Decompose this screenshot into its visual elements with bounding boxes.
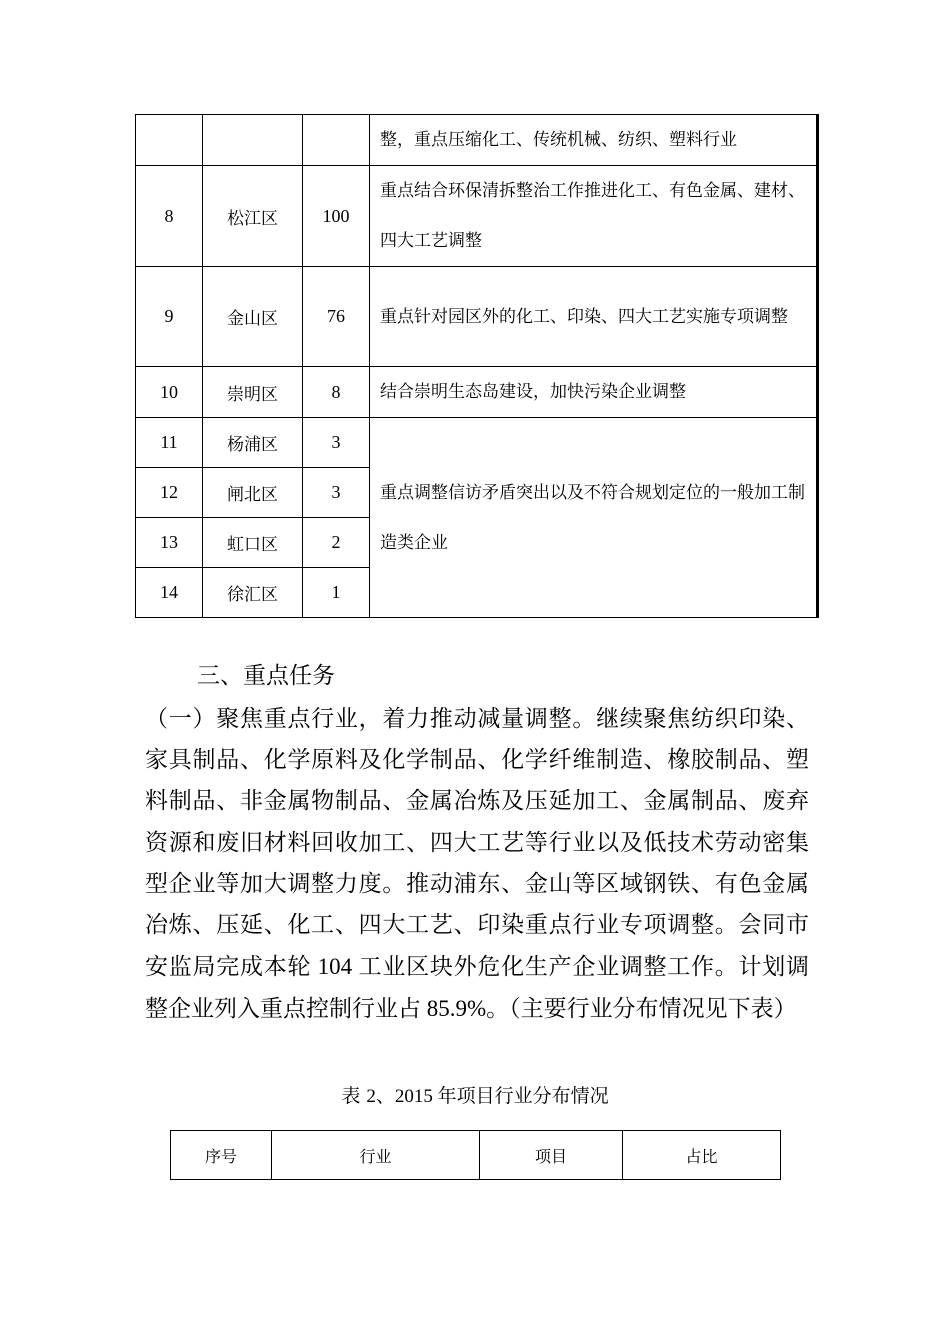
merged-description: 重点调整信访矛盾突出以及不符合规划定位的一般加工制造类企业 <box>370 418 818 618</box>
paragraph-percentage: 85.9% <box>421 996 487 1022</box>
row-count: 3 <box>303 418 370 468</box>
row-district: 崇明区 <box>203 367 303 418</box>
row-count: 76 <box>303 267 370 367</box>
header-share: 占比 <box>623 1131 781 1180</box>
row-count: 3 <box>303 468 370 518</box>
row-district <box>203 115 303 166</box>
row-count: 1 <box>303 568 370 618</box>
header-industry: 行业 <box>272 1131 480 1180</box>
industry-distribution-table <box>170 1130 781 1180</box>
row-district: 松江区 <box>203 166 303 267</box>
caption-suffix: 年项目行业分布情况 <box>437 1085 609 1107</box>
row-description: 重点结合环保清拆整治工作推进化工、有色金属、建材、四大工艺调整 <box>370 166 818 267</box>
row-district: 徐汇区 <box>203 568 303 618</box>
caption-number: 2、2015 <box>366 1086 438 1107</box>
row-district: 虹口区 <box>203 518 303 568</box>
row-description: 整，重点压缩化工、传统机械、纺织、塑料行业 <box>370 115 818 166</box>
row-no: 10 <box>136 367 203 418</box>
row-no: 12 <box>136 468 203 518</box>
row-count: 8 <box>303 367 370 418</box>
body-paragraph <box>145 699 809 1031</box>
header-no: 序号 <box>171 1131 272 1180</box>
row-no: 11 <box>136 418 203 468</box>
row-no: 8 <box>136 166 203 267</box>
caption-prefix: 表 <box>341 1085 367 1107</box>
row-count: 2 <box>303 518 370 568</box>
row-description: 重点针对园区外的化工、印染、四大工艺实施专项调整 <box>370 267 818 367</box>
row-no: 9 <box>136 267 203 367</box>
row-no: 13 <box>136 518 203 568</box>
row-no <box>136 115 203 166</box>
table-row <box>136 115 818 166</box>
row-district: 闸北区 <box>203 468 303 518</box>
row-district: 杨浦区 <box>203 418 303 468</box>
header-projects: 项目 <box>480 1131 623 1180</box>
row-description: 结合崇明生态岛建设，加快污染企业调整 <box>370 367 818 418</box>
section-heading: 三、重点任务 <box>197 663 335 689</box>
paragraph-number-104: 104 <box>311 954 359 980</box>
row-count <box>303 115 370 166</box>
table-row <box>136 418 818 468</box>
paragraph-text-a: （一）聚焦重点行业，着力推动减量调整。继续聚焦纺织印染、家具制品、化学原料及化学制品、化学纤维制造、橡胶制品、塑料制品、非金属物制品、金属冶炼及压延加工、金属制品、废弃资源和废旧材料回收加工、四大工艺等行业以及低技术劳动密集型企业等加大调整力度。推动浦东、金山等区域钢铁、有色金属冶炼、压延、化工、四大工艺、印染重点行业专项调整。会同市安监局完成本轮 <box>145 706 809 981</box>
paragraph-text-c: 。（主要行业分布情况见下表） <box>486 996 797 1023</box>
paragraph-text-b: 工业区块外危化生产企业调整工作。计划调整企业列入重点控制行业占 <box>145 954 810 1023</box>
row-count: 100 <box>303 166 370 267</box>
table-row <box>136 267 818 367</box>
district-adjustment-table <box>135 114 819 618</box>
table-row <box>136 166 818 267</box>
row-district: 金山区 <box>203 267 303 367</box>
table-header-row <box>171 1131 781 1180</box>
row-no: 14 <box>136 568 203 618</box>
table-row <box>136 367 818 418</box>
table-caption <box>0 1083 950 1110</box>
